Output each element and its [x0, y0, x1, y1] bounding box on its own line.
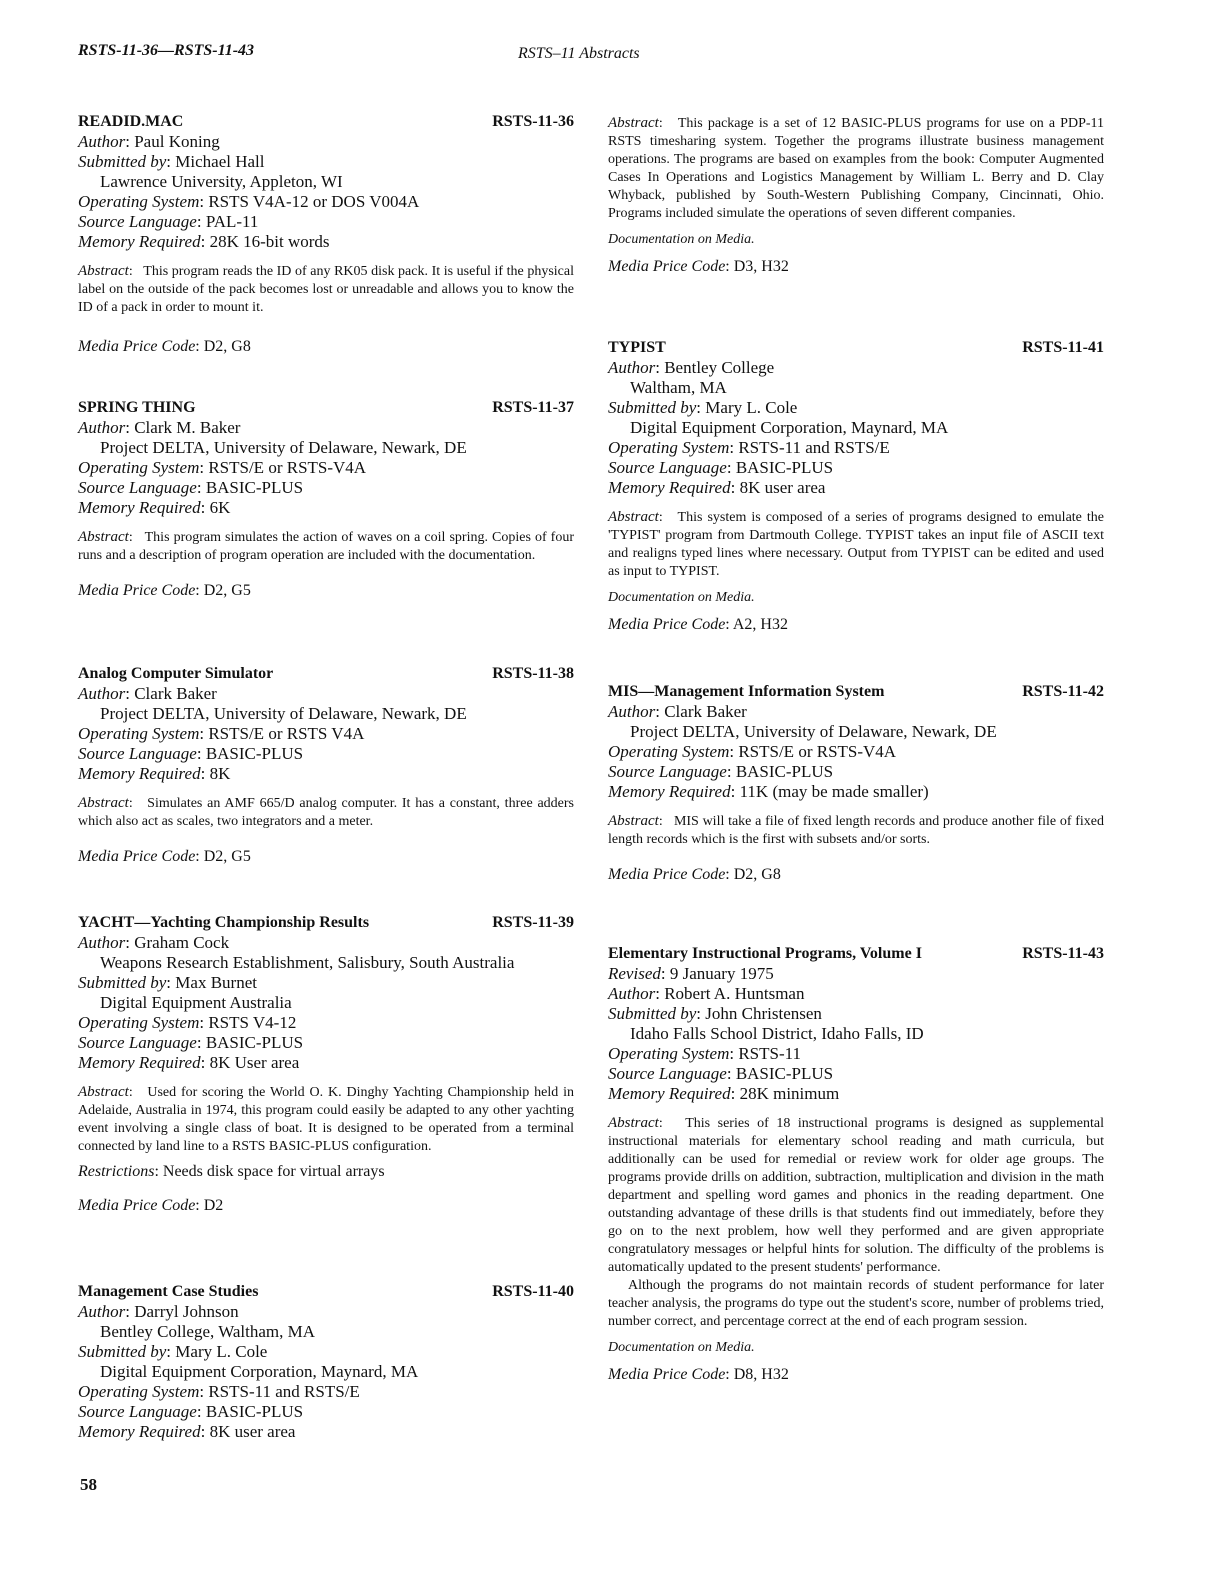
author-field: Author: Graham Cock	[78, 933, 230, 952]
entry-title-row	[608, 682, 1104, 702]
author-value: Graham Cock	[134, 933, 230, 952]
memory-required-value: 8K	[209, 764, 231, 783]
abstract-label: Abstract	[608, 115, 659, 131]
operating-system-field: Operating System: RSTS/E or RSTS V4A	[78, 724, 365, 743]
media-price-code: Media Price Code: D2, G5	[78, 582, 251, 599]
source-language-value: BASIC-PLUS	[205, 1402, 304, 1421]
media-price-code: Media Price Code: A2, H32	[608, 616, 788, 633]
entry-code: RSTS-11-36	[492, 113, 574, 130]
author-value: Darryl Johnson	[134, 1302, 239, 1321]
entry-rsts-11-37	[78, 398, 574, 601]
entry-rsts-11-43	[608, 944, 1104, 1385]
abstract-text: This program reads the ID of any RK05 disk pack. It is useful if the physical label on the outside of the pack becomes lost or unreadable and allows you to know the ID of a pack in order to mount it.	[78, 264, 574, 315]
submitted-by-label: Submitted by	[608, 1004, 697, 1023]
author-field: Author: Clark Baker	[78, 684, 217, 703]
entry-rsts-11-39	[78, 913, 574, 1216]
abstract-label: Abstract	[608, 1115, 659, 1131]
entry-code: RSTS-11-38	[492, 665, 574, 682]
entry-title: READID.MAC	[78, 113, 184, 130]
media-price-code-label: Media Price Code	[78, 848, 196, 865]
submitted-by-label: Submitted by	[78, 152, 167, 171]
source-language-field: Source Language: BASIC-PLUS	[78, 1402, 304, 1421]
abstract-label: Abstract	[78, 529, 129, 545]
media-price-code-label: Media Price Code	[608, 866, 726, 883]
submitted-by-value: Mary L. Cole	[705, 398, 798, 417]
source-language-label: Source Language	[78, 478, 197, 497]
memory-required-field: Memory Required: 8K user area	[78, 1422, 296, 1441]
author-label: Author	[78, 1302, 126, 1321]
memory-required-value: 6K	[209, 498, 231, 517]
memory-required-value: 8K user area	[739, 478, 826, 497]
operating-system-value: RSTS/E or RSTS V4A	[208, 724, 365, 743]
submitted-by-value: John Christensen	[705, 1004, 822, 1023]
author-value: Clark M. Baker	[134, 418, 241, 437]
abstract: Abstract: This system is composed of a series of programs designed to emulate the 'TYPIST' program from Dartmouth College. TYPIST takes an input file of ASCII text and realigns typed lines where necessary. Output from TYPIST can be edited and used as input to TYPIST.	[608, 509, 1105, 579]
author-affiliation: Weapons Research Establishment, Salisbury, South Australia	[100, 953, 515, 972]
source-language-field: Source Language: BASIC-PLUS	[78, 478, 304, 497]
entry-title-row	[608, 338, 1104, 358]
submitted-affiliation: Digital Equipment Corporation, Maynard, MA	[630, 418, 949, 437]
author-affiliation: Bentley College, Waltham, MA	[100, 1322, 316, 1341]
media-price-code-value: D2	[203, 1197, 224, 1214]
source-language-value: BASIC-PLUS	[735, 1064, 834, 1083]
abstract: Abstract: Simulates an AMF 665/D analog computer. It has a constant, three adders which also act as scales, two integrators and a meter.	[78, 795, 575, 829]
media-price-code: Media Price Code: D2	[78, 1197, 224, 1214]
operating-system-label: Operating System	[78, 1013, 200, 1032]
author-affiliation: Project DELTA, University of Delaware, Newark, DE	[100, 438, 467, 457]
page-header-range: RSTS-11-36—RSTS-11-43	[78, 42, 255, 59]
entry-rsts-11-36	[78, 112, 574, 357]
abstract-label: Abstract	[608, 509, 659, 525]
abstract: Abstract: This package is a set of 12 BASIC-PLUS programs for use on a PDP-11 RSTS timesharing system. Together the programs illustrate business management operations. The programs are based on examples from the book: Computer Augmented Cases In Operations and Logistics Management by William L. Berry and D. Clay Whyback, published by South-Western Publishing Company, Cincinnati, Ohio. Programs included simulate the operations of seven different companies.	[608, 115, 1105, 221]
abstract-label: Abstract	[78, 1084, 129, 1100]
media-price-code-label: Media Price Code	[78, 338, 196, 355]
submitted-by-field: Submitted by: Mary L. Cole	[608, 398, 798, 417]
author-label: Author	[608, 702, 656, 721]
media-price-code-label: Media Price Code	[78, 582, 196, 599]
entry-title: Analog Computer Simulator	[78, 665, 274, 682]
source-language-label: Source Language	[608, 458, 727, 477]
submitted-by-value: Max Burnet	[175, 973, 257, 992]
source-language-label: Source Language	[78, 1033, 197, 1052]
author-field: Author: Darryl Johnson	[78, 1302, 239, 1321]
operating-system-label: Operating System	[608, 1044, 730, 1063]
author-affiliation: Waltham, MA	[630, 378, 727, 397]
abstract-text: This package is a set of 12 BASIC-PLUS programs for use on a PDP-11 RSTS timesharing system. Together the programs illustrate business management operations. The programs are based on examples from the book: Computer Augmented Cases In Operations and Logistics Management by William L. Berry and D. Clay Whyback, published by South-Western Publishing Company, Cincinnati, Ohio. Programs included simulate the operations of seven different companies.	[608, 116, 1105, 221]
memory-required-value: 11K (may be made smaller)	[739, 782, 929, 801]
author-label: Author	[78, 684, 126, 703]
media-price-code-value: D2, G8	[203, 338, 251, 355]
memory-required-value: 28K 16-bit words	[209, 232, 330, 251]
source-language-label: Source Language	[608, 762, 727, 781]
submitted-affiliation: Digital Equipment Australia	[100, 993, 292, 1012]
media-price-code-label: Media Price Code	[608, 258, 726, 275]
operating-system-label: Operating System	[78, 724, 200, 743]
source-language-field: Source Language: BASIC-PLUS	[608, 458, 834, 477]
media-price-code-value: D3, H32	[733, 258, 789, 275]
abstract-paragraph-2: Although the programs do not maintain records of student performance for later teacher analysis, the programs do type out the student's score, number of problems tried, number correct, and percentage correct at the end of each program session.	[608, 1278, 1104, 1329]
source-language-label: Source Language	[78, 1402, 197, 1421]
source-language-label: Source Language	[78, 744, 197, 763]
memory-required-label: Memory Required	[78, 1422, 201, 1441]
operating-system-field: Operating System: RSTS-11	[608, 1044, 801, 1063]
restrictions-value: Needs disk space for virtual arrays	[162, 1163, 385, 1180]
author-label: Author	[608, 358, 656, 377]
author-value: Paul Koning	[134, 132, 220, 151]
memory-required-field: Memory Required: 11K (may be made smaller)	[608, 782, 929, 801]
media-price-code: Media Price Code: D2, G5	[78, 848, 251, 865]
author-field: Author: Robert A. Huntsman	[608, 984, 805, 1003]
author-label: Author	[78, 418, 126, 437]
author-value: Clark Baker	[134, 684, 217, 703]
abstract-text: Used for scoring the World O. K. Dinghy Yachting Championship held in Adelaide, Australia in 1974, this program could easily be adapted to any other yachting event involving a single class of boat. It is designed to be operated from a terminal connected by land line to a RSTS BASIC-PLUS configuration.	[78, 1085, 574, 1154]
author-value: Robert A. Huntsman	[664, 984, 805, 1003]
submitted-affiliation: Idaho Falls School District, Idaho Falls, ID	[630, 1024, 924, 1043]
entry-title-row	[78, 1282, 574, 1302]
operating-system-field: Operating System: RSTS V4A-12 or DOS V004A	[78, 192, 420, 211]
restrictions: Restrictions: Needs disk space for virtual arrays	[78, 1163, 385, 1180]
source-language-field: Source Language: PAL-11	[78, 212, 259, 231]
author-affiliation: Project DELTA, University of Delaware, Newark, DE	[100, 704, 467, 723]
operating-system-label: Operating System	[78, 1382, 200, 1401]
abstract-label: Abstract	[608, 813, 659, 829]
memory-required-label: Memory Required	[608, 478, 731, 497]
entry-code: RSTS-11-42	[1022, 683, 1104, 700]
source-language-value: BASIC-PLUS	[735, 458, 834, 477]
memory-required-label: Memory Required	[608, 782, 731, 801]
abstract: Abstract: MIS will take a file of fixed length records and produce another file of fixed length records which is the first with subsets and/or sorts.	[608, 813, 1105, 847]
operating-system-field: Operating System: RSTS/E or RSTS-V4A	[78, 458, 367, 477]
operating-system-field: Operating System: RSTS-11 and RSTS/E	[78, 1382, 360, 1401]
author-field: Author: Paul Koning	[78, 132, 220, 151]
restrictions-label: Restrictions	[78, 1163, 155, 1180]
memory-required-label: Memory Required	[78, 764, 201, 783]
abstract-text: This program simulates the action of waves on a coil spring. Copies of four runs and a description of program operation are included with the documentation.	[78, 530, 574, 563]
abstract-label: Abstract	[78, 795, 129, 811]
page-number: 58	[80, 1475, 97, 1494]
page-header-title: RSTS–11 Abstracts	[518, 45, 640, 62]
entry-rsts-11-42	[608, 682, 1104, 885]
entry-code: RSTS-11-43	[1022, 945, 1104, 962]
submitted-by-field: Submitted by: Mary L. Cole	[78, 1342, 268, 1361]
author-field: Author: Clark Baker	[608, 702, 747, 721]
entry-title: Elementary Instructional Programs, Volume I	[608, 945, 922, 962]
operating-system-value: RSTS-11 and RSTS/E	[738, 438, 890, 457]
submitted-by-label: Submitted by	[608, 398, 697, 417]
source-language-field: Source Language: BASIC-PLUS	[608, 762, 834, 781]
entry-title-row	[78, 913, 574, 933]
abstract: Abstract: Used for scoring the World O. K. Dinghy Yachting Championship held in Adelaide, Australia in 1974, this program could easily be adapted to any other yachting event involving a single class of boat. It is designed to be operated from a terminal connected by land line to a RSTS BASIC-PLUS configuration.	[78, 1084, 574, 1154]
media-price-code-value: D2, G5	[203, 582, 251, 599]
operating-system-field: Operating System: RSTS V4-12	[78, 1013, 297, 1032]
entry-title: Management Case Studies	[78, 1283, 259, 1300]
media-price-code-value: D8, H32	[733, 1366, 789, 1383]
operating-system-value: RSTS-11	[738, 1044, 801, 1063]
source-language-field: Source Language: BASIC-PLUS	[78, 1033, 304, 1052]
source-language-value: BASIC-PLUS	[205, 744, 304, 763]
operating-system-value: RSTS V4-12	[208, 1013, 297, 1032]
operating-system-label: Operating System	[78, 458, 200, 477]
submitted-by-value: Mary L. Cole	[175, 1342, 268, 1361]
documentation-note: Documentation on Media.	[608, 1340, 755, 1355]
submitted-by-field: Submitted by: John Christensen	[608, 1004, 822, 1023]
operating-system-label: Operating System	[608, 438, 730, 457]
submitted-by-label: Submitted by	[78, 973, 167, 992]
media-price-code: Media Price Code: D8, H32	[608, 1366, 789, 1383]
media-price-code: Media Price Code: D2, G8	[608, 866, 781, 883]
entry-rsts-11-41	[608, 338, 1104, 635]
author-field: Author: Clark M. Baker	[78, 418, 241, 437]
media-price-code-value: A2, H32	[732, 616, 788, 633]
author-label: Author	[78, 933, 126, 952]
revised-field: Revised: 9 January 1975	[608, 964, 774, 983]
operating-system-field: Operating System: RSTS/E or RSTS-V4A	[608, 742, 897, 761]
author-field: Author: Bentley College	[608, 358, 775, 377]
entry-code: RSTS-11-40	[492, 1283, 574, 1300]
entry-title-row	[608, 944, 1104, 964]
submitted-by-field: Submitted by: Michael Hall	[78, 152, 265, 171]
operating-system-value: RSTS/E or RSTS-V4A	[208, 458, 367, 477]
entry-title-row	[78, 398, 574, 418]
media-price-code-label: Media Price Code	[608, 1366, 726, 1383]
entry-title: SPRING THING	[78, 399, 196, 416]
operating-system-value: RSTS-11 and RSTS/E	[208, 1382, 360, 1401]
source-language-value: PAL-11	[205, 212, 259, 231]
author-label: Author	[608, 984, 656, 1003]
author-affiliation: Project DELTA, University of Delaware, Newark, DE	[630, 722, 997, 741]
memory-required-field: Memory Required: 28K 16-bit words	[78, 232, 330, 251]
entry-rsts-11-40-continued	[608, 114, 1104, 277]
entry-code: RSTS-11-37	[492, 399, 574, 416]
memory-required-value: 28K minimum	[739, 1084, 840, 1103]
author-label: Author	[78, 132, 126, 151]
abstract-text: MIS will take a file of fixed length records and produce another file of fixed length records which is the first with subsets and/or sorts.	[608, 814, 1105, 847]
media-price-code: Media Price Code: D2, G8	[78, 338, 251, 355]
revised-label: Revised	[608, 964, 661, 983]
operating-system-value: RSTS/E or RSTS-V4A	[738, 742, 897, 761]
abstract-label: Abstract	[78, 263, 129, 279]
abstract: Abstract: This program reads the ID of any RK05 disk pack. It is useful if the physical label on the outside of the pack becomes lost or unreadable and allows you to know the ID of a pack in order to mount it.	[78, 263, 574, 315]
revised-value: 9 January 1975	[669, 964, 774, 983]
abstract-text: This system is composed of a series of programs designed to emulate the 'TYPIST' program from Dartmouth College. TYPIST takes an input file of ASCII text and realigns typed lines where necessary. Output from TYPIST can be edited and used as input to TYPIST.	[608, 510, 1105, 579]
memory-required-label: Memory Required	[78, 498, 201, 517]
abstract-text: This series of 18 instructional programs is designed as supplemental instructional materials for elementary school reading and math curricula, but additionally can be used for remedial or review work for older age groups. The programs provide drills on addition, subtraction, multiplication and division in the math department and spelling word games and phonics in the reading department. One outstanding advantage of these drills is that students find out immediately, before they go on to the next problem, how well they performed and are given appropriate congratulatory messages or helpful hints for solution. The difficulty of the problems is automatically updated to the present students' performance.	[608, 1116, 1104, 1275]
operating-system-label: Operating System	[608, 742, 730, 761]
memory-required-field: Memory Required: 8K user area	[608, 478, 826, 497]
documentation-note: Documentation on Media.	[608, 590, 755, 605]
media-price-code-label: Media Price Code	[78, 1197, 196, 1214]
source-language-field: Source Language: BASIC-PLUS	[608, 1064, 834, 1083]
memory-required-value: 8K user area	[209, 1422, 296, 1441]
abstract: Abstract: This series of 18 instructional programs is designed as supplemental instructional materials for elementary school reading and math curricula, but additionally can be used for remedial or review work for older age groups. The programs provide drills on addition, subtraction, multiplication and division in the math department and spelling word games and phonics in the reading department. One outstanding advantage of these drills is that students find out immediately, before they go on to the next problem, how well they performed and are given appropriate congratulatory messages or helpful hints for solution. The difficulty of the problems is automatically updated to the present students' performance.	[608, 1115, 1104, 1275]
submitted-by-value: Michael Hall	[175, 152, 265, 171]
memory-required-label: Memory Required	[78, 1053, 201, 1072]
entry-rsts-11-38	[78, 664, 574, 867]
memory-required-label: Memory Required	[78, 232, 201, 251]
media-price-code-value: D2, G8	[733, 866, 781, 883]
entry-title: TYPIST	[608, 339, 666, 356]
memory-required-value: 8K User area	[209, 1053, 300, 1072]
source-language-field: Source Language: BASIC-PLUS	[78, 744, 304, 763]
source-language-value: BASIC-PLUS	[205, 478, 304, 497]
memory-required-label: Memory Required	[608, 1084, 731, 1103]
source-language-label: Source Language	[608, 1064, 727, 1083]
entry-title: MIS—Management Information System	[608, 683, 885, 700]
submitted-by-label: Submitted by	[78, 1342, 167, 1361]
submitted-affiliation: Lawrence University, Appleton, WI	[100, 172, 343, 191]
memory-required-field: Memory Required: 28K minimum	[608, 1084, 840, 1103]
documentation-note: Documentation on Media.	[608, 232, 755, 247]
entry-title-row	[78, 664, 574, 684]
source-language-value: BASIC-PLUS	[205, 1033, 304, 1052]
submitted-by-field: Submitted by: Max Burnet	[78, 973, 257, 992]
entry-title-row	[78, 112, 574, 132]
source-language-value: BASIC-PLUS	[735, 762, 834, 781]
entry-title: YACHT—Yachting Championship Results	[78, 914, 370, 931]
author-value: Clark Baker	[664, 702, 747, 721]
media-price-code-value: D2, G5	[203, 848, 251, 865]
entry-code: RSTS-11-39	[492, 914, 574, 931]
operating-system-label: Operating System	[78, 192, 200, 211]
media-price-code: Media Price Code: D3, H32	[608, 258, 789, 275]
memory-required-field: Memory Required: 8K User area	[78, 1053, 300, 1072]
memory-required-field: Memory Required: 8K	[78, 764, 231, 783]
abstract: Abstract: This program simulates the action of waves on a coil spring. Copies of four runs and a description of program operation are included with the documentation.	[78, 529, 574, 563]
media-price-code-label: Media Price Code	[608, 616, 726, 633]
source-language-label: Source Language	[78, 212, 197, 231]
entry-rsts-11-40	[78, 1282, 574, 1442]
operating-system-field: Operating System: RSTS-11 and RSTS/E	[608, 438, 890, 457]
operating-system-value: RSTS V4A-12 or DOS V004A	[208, 192, 420, 211]
author-value: Bentley College	[664, 358, 775, 377]
submitted-affiliation: Digital Equipment Corporation, Maynard, MA	[100, 1362, 419, 1381]
memory-required-field: Memory Required: 6K	[78, 498, 231, 517]
abstract-text: Simulates an AMF 665/D analog computer. It has a constant, three adders which also act as scales, two integrators and a meter.	[78, 796, 575, 829]
entry-code: RSTS-11-41	[1022, 339, 1104, 356]
